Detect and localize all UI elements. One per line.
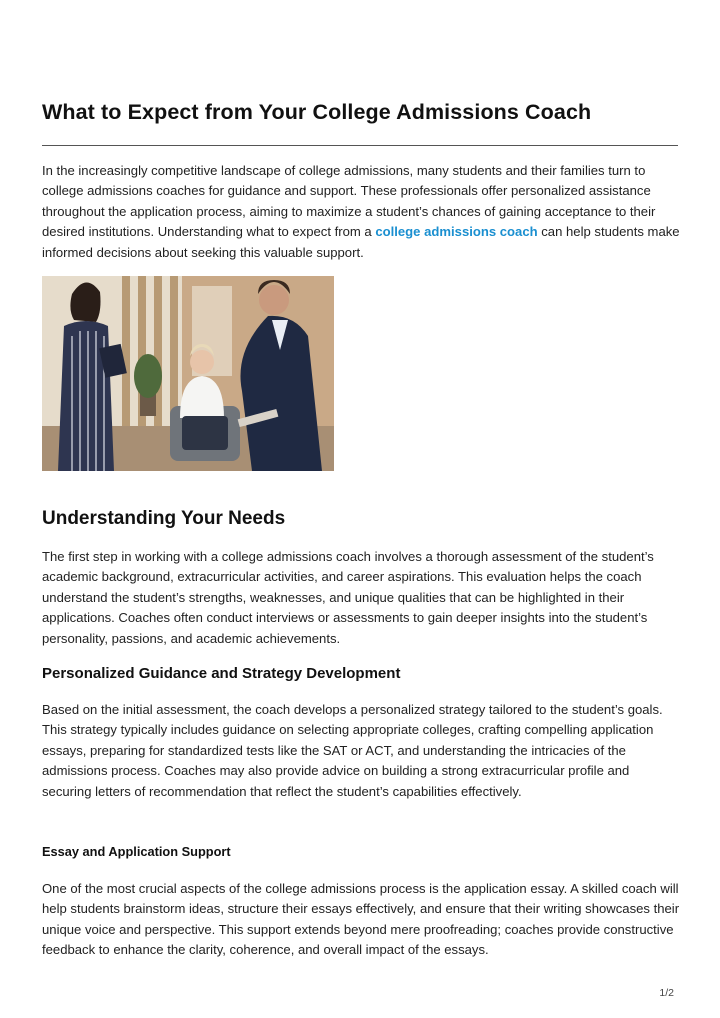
section-heading-essay: Essay and Application Support <box>42 844 231 859</box>
intro-paragraph <box>42 161 682 263</box>
section-body-guidance: Based on the initial assessment, the coach develops a personalized strategy tailored to the student’s goals. This strategy typically includes guidance on selecting appropriate colleges, crafting compelling application essays, preparing for standardized tests like the SAT or ACT, and understanding the intricacies of the admissions process. Coaches may also provide advice on building a strong extracurricular profile and securing letters of recommendation that reflect the student’s capabilities effectively. <box>42 702 663 799</box>
title-divider <box>42 145 678 146</box>
intro-text-after: can help students make informed decisions about seeking this valuable support. <box>42 224 680 260</box>
page-number: 1/2 <box>659 987 674 999</box>
coach-link[interactable]: college admissions coach <box>375 224 538 240</box>
section-heading-guidance: Personalized Guidance and Strategy Development <box>42 665 401 682</box>
consultation-photo <box>42 276 334 471</box>
page-title: What to Expect from Your College Admissions Coach <box>42 100 592 124</box>
section-body-needs: The first step in working with a college admissions coach involves a thorough assessment of the student’s academic background, extracurricular activities, and career aspirations. This evaluation helps the coach understand the student’s strengths, weaknesses, and unique qualities that can be highlighted in their applications. Coaches often conduct interviews or assessments to gain deeper insights into the student’s personality, passions, and academic achievements. <box>42 549 654 646</box>
section-body-essay: One of the most crucial aspects of the college admissions process is the application essay. A skilled coach will help students brainstorm ideas, structure their essays effectively, and ensure that their writing showcases their unique voice and perspective. This support extends beyond mere proofreading; coaches provide constructive feedback to enhance the clarity, coherence, and overall impact of the essays. <box>42 881 680 958</box>
intro-text-before: In the increasingly competitive landscape of college admissions, many students and their families turn to college admissions coaches for guidance and support. These professionals offer personalized assistance throughout the application process, aiming to maximize a student’s chances of gaining acceptance to their desired institutions. Understanding what to expect from a <box>42 163 656 240</box>
section-heading-needs: Understanding Your Needs <box>42 508 286 529</box>
